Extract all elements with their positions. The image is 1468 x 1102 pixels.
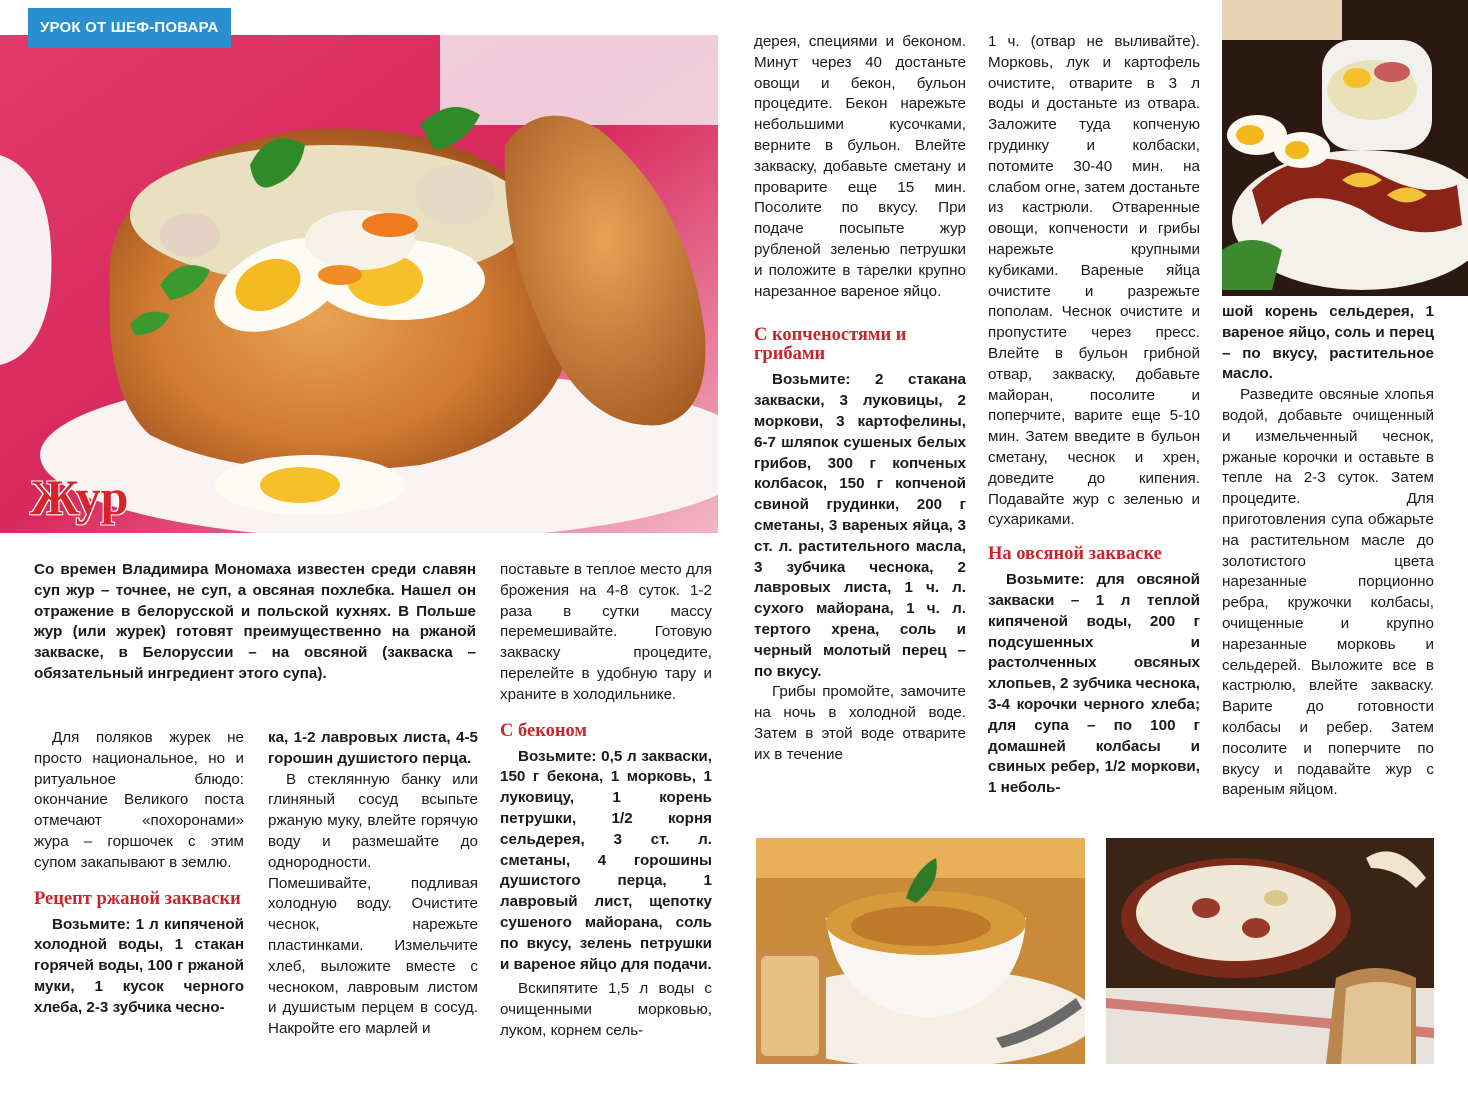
column-4: [754, 32, 966, 766]
column-6: [1222, 302, 1434, 801]
article-title: Жур: [30, 469, 129, 525]
col6-paragraph: Разведите овсяные хлопья водой, добавьте очищенный и измельченный чеснок, ржаные корочки и оставьте в тепле на 2-3 суток. Затем процедите. Для приготовления супа обжарьте на растительном масле до золотистого цвета нарезанные порционно ребра, кружочки колбасы, очищенные и крупно нарезанные морковь и сельдерей. Выложите все в кастрюлю, влейте закваску. Варите до готовности колбасы и ребер. Затем посолите и поперчите по вкусу и подавайте жур с вареным яйцом.: [1222, 386, 1434, 799]
col4-paragraph-2: Грибы промойте, замочите на ночь в холодной воде. Затем в этой воде отварите их в течение: [754, 683, 966, 763]
col5-ingredients: Возьмите: для овсяной закваски – 1 л теплой кипяченой воды, 200 г подсушенных и растолченных овсяных хлопьев, 2 зубчика чеснока, 3-4 корочки черного хлеба; для супа – по 100 г домашней колбасы и свиных ребер, 1/2 моркови, 1 неболь-: [988, 571, 1200, 797]
col5-subheading: На овсяной закваске: [988, 544, 1162, 565]
col3-ingredients: Возьмите: 0,5 л закваски, 150 г бекона, 1 морковь, 1 луковицу, 1 корень петрушки, 1/2 корня сельдерея, 3 ст. л. сметаны, 4 горошины душистого перца, 1 лавровый лист, щепотку сушеного майорана, соль по вкусу, зелень петрушки и вареное яйцо для подачи.: [500, 747, 712, 973]
col4-subheading: С копченостями и грибами: [754, 325, 907, 365]
photo-soup-bowl-bread: [1106, 838, 1434, 1064]
col4-paragraph-1: дерея, специями и беконом. Минут через 40 достаньте овощи и бекон, бульон процедите. Бекон нарежьте небольшими кусочками, верните в бульон. Влейте закваску, добавьте сметану и проварите еще 15 мин. Посолите по вкусу. При подаче посыпьте жур рубленой зеленью петрушки и положите в тарелки крупно нарезанное вареное яйцо.: [754, 33, 966, 300]
col3-paragraph-2: Вскипятите 1,5 л воды с очищенными морковью, луком, корнем сель-: [500, 980, 712, 1039]
col2-paragraph: В стеклянную банку или глиняный сосуд всыпьте ржаную муку, влейте горячую воду и размешайте до однородности. Помешивайте, подливая холодную воду. Очистите чеснок, нарежьте пластинками. Измельчите хлеб, выложите вместе с чесноком, лавровым листом и душистым перцем в сосуд. Накройте его марлей и: [268, 770, 478, 1038]
col1-paragraph: Для поляков журек не просто национальное, но и ритуальное блюдо: окончание Великого поста отмечают «похоронами» жура – горшочек с этим супом закапывают в землю.: [34, 729, 244, 871]
col1-subheading: Рецепт ржаной закваски: [34, 888, 241, 909]
col2-ingredients: ка, 1-2 лавровых листа, 4-5 горошин душистого перца.: [268, 729, 478, 767]
col4-ingredients: Возьмите: 2 стакана закваски, 3 луковицы, 2 моркови, 3 картофелины, 6-7 шляпок сушеных белых грибов, 300 г копченых колбасок, 150 г копченой свиной грудинки, 200 г сметаны, 3 вареных яйца, 3 ст. л. растительного масла, 3 зубчика чеснока, 2 лавровых листа, 1 ч. л. сухого майорана, 1 ч. л. тертого хрена, соль и черный молотый перец – по вкусу.: [754, 371, 966, 680]
hero-photo-bread-bowl-soup: [0, 35, 718, 533]
intro-text: Со времен Владимира Мономаха известен среди славян суп жур – точнее, не суп, а овсяная похлебка. Нашел он отражение в белорусской и польской кухнях. В Польше жур (или журек) готовят преимущественно на ржаной закваске, в Белоруссии – на овсяной (закваска – обязательный ингредиент этого супа).: [34, 561, 476, 682]
intro-paragraph: [34, 560, 476, 685]
column-3: [500, 560, 712, 1042]
col3-subheading: С беконом: [500, 720, 588, 741]
photo-soup-tureen: [756, 838, 1085, 1064]
column-5: [988, 32, 1200, 799]
col1-ingredients: Возьмите: 1 л кипяченой холодной воды, 1 стакан горячей воды, 100 г ржаной муки, 1 кусок черного хлеба, 2-3 зубчика чесно-: [34, 915, 244, 1016]
photo-sausages-jar: [1222, 0, 1468, 296]
section-tag: УРОК ОТ ШЕФ-ПОВАРА: [28, 8, 231, 48]
column-2: [268, 728, 478, 1040]
col6-ingredients: шой корень сельдерея, 1 вареное яйцо, соль и перец – по вкусу, растительное масло.: [1222, 303, 1434, 383]
col3-paragraph-1: поставьте в теплое место для брожения на 4-8 суток. 1-2 раза в сутки массу перемешивайте. Готовую закваску процедите, перелейте в удобную тару и храните в холодильнике.: [500, 561, 712, 703]
col5-paragraph-1: 1 ч. (отвар не выливайте). Морковь, лук и картофель очистите, отварите в 3 л воды и достаньте из отвара. Заложите туда копченую грудинку и колбаски, потомите 30-40 мин. на слабом огне, затем достаньте из кастрюли. Отваренные овощи, копчености и грибы нарежьте крупными кубиками. Вареные яйца очистите и разрежьте пополам. Чеснок очистите и пропустите через пресс. Влейте в бульон грибной отвар, закваску, добавьте майоран, посолите и поперчите, варите еще 5-10 мин. Затем введите в бульон сметану, чеснок и хрен, доведите до кипения. Подавайте жур с зеленью и сухариками.: [988, 33, 1200, 529]
column-1: [34, 728, 244, 1019]
